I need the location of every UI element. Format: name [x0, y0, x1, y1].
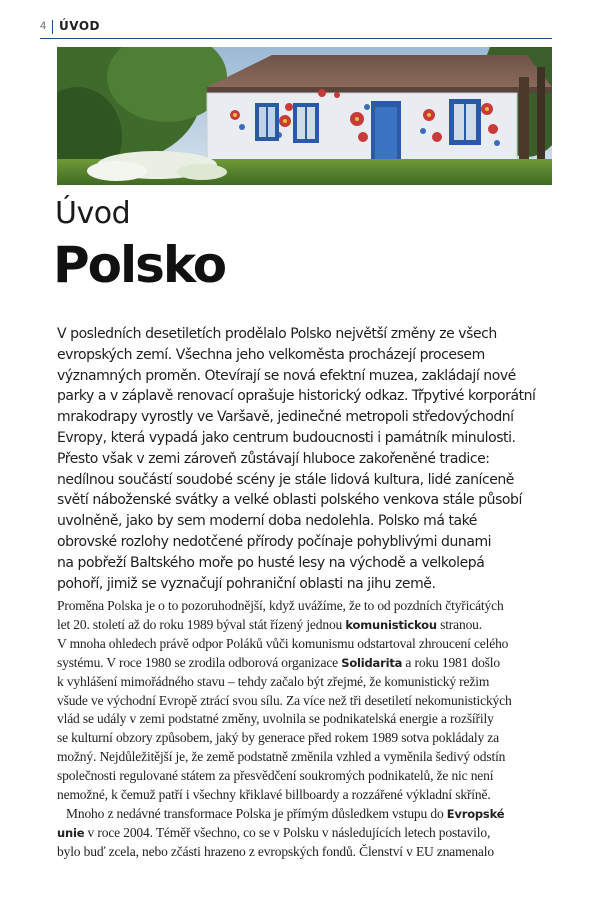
section-kicker: Úvod [55, 196, 131, 231]
body-line: bylo buď zcela, nebo zčásti hrazeno z evropských fondů. Členství v EU znamenalo [57, 843, 494, 859]
body-line: se kulturní obzory způsobem, jaký by generace před rokem 1989 sotva pokládaly za [57, 730, 499, 746]
lead-line: světí náboženské svátky a velké oblasti polského venkova stále působí [57, 492, 522, 509]
lead-line: V posledních desetiletích prodělalo Polsko největší změny ze všech [57, 326, 497, 342]
body-line [57, 654, 557, 673]
lead-line: uvolněně, jako by sem moderní doba nedolehla. Polsko má také [57, 513, 477, 530]
photo-illustration [57, 47, 552, 185]
body-text-run: stranou. [436, 616, 483, 632]
keyword-komunistickou: komunistickou [345, 617, 437, 632]
lead-line: Evropy, která vypadá jako centrum budoucnosti i památník minulosti. [57, 429, 516, 446]
body-text-run: Mnoho z nedávné transformace Polska je přímým důsledkem vstupu do [66, 805, 447, 821]
lead-line: pohoří, jimiž se vyznačují pohraniční oblasti na jihu země. [57, 575, 436, 592]
body-line: všude ve východní Evropě ztrácí svou sílu. Za více než tři desetiletí nekomunistických [57, 692, 512, 708]
lead-line: evropských zemí. Všechna jeho velkoměsta procházejí procesem [57, 346, 485, 363]
painted-cottage-photo [57, 47, 552, 185]
lead-line: obrovské rozlohy nedotčené přírody počínaje pohyblivými dunami [57, 533, 492, 550]
body-line: nemožné, k čemuž patří i všechny křiklavé billboardy a rozzářené výkladní skříně. [57, 787, 491, 803]
header-divider [52, 20, 53, 34]
body-line [57, 805, 557, 824]
body-text-run: systému. V roce 1980 se zrodila odborová organizace [57, 654, 342, 670]
body-text-run: let 20. století až do roku 1989 býval stát řízený jednou [57, 616, 346, 632]
running-header [40, 18, 552, 39]
keyword-evropske: Evropské [446, 806, 505, 821]
body-line [57, 824, 557, 843]
keyword-unie: unie [57, 825, 85, 840]
body-line: k vyhlášení mimořádného stavu – tehdy začalo být zřejmé, že komunistický režim [57, 673, 490, 689]
page-number: 4 [40, 20, 47, 32]
lead-line: nedílnou součástí soudobé scény je stále lidová kultura, lidé zaníceně [57, 471, 514, 488]
lead-paragraph [57, 324, 557, 594]
lead-line: významných proměn. Otevírají se nová efektní muzea, zakládají nové [57, 367, 516, 384]
body-line: společnosti regulované státem za přesvědčení soukromých podnikatelů, že nic není [57, 768, 494, 784]
body-line: V mnoha ohledech právě odpor Poláků vůči komunismu odstartoval zhroucení celého [57, 635, 509, 651]
body-text-run: a roku 1981 došlo [402, 654, 500, 670]
page-title: Polsko [53, 236, 226, 294]
body-text [57, 597, 557, 862]
lead-line: parky a v záplavě renovací oprašuje historický odkaz. Třpytivé korporátní [57, 388, 536, 405]
body-line: Proměna Polska je o to pozoruhodnější, když uvážíme, že to od pozdních čtyřicátých [57, 598, 504, 613]
keyword-solidarita: Solidarita [341, 655, 403, 670]
body-line: možný. Nejdůležitější je, že země podstatně změnila vzhled a vyměnila šedivý odstín [57, 749, 506, 765]
lead-line: na pobřeží Baltského moře po husté lesy na východě a velkolepá [57, 554, 485, 571]
lead-line: mrakodrapy vyrostly ve Varšavě, jedinečné metropoli středovýchodní [57, 409, 514, 426]
lead-line: Přesto však v zemi zároveň zůstávají hluboce zakořeněné tradice: [57, 450, 490, 467]
chapter-label: ÚVOD [59, 19, 100, 33]
body-line [57, 616, 557, 635]
body-text-run: v roce 2004. Téměř všechno, co se v Polsku v následujících letech postavilo, [84, 824, 491, 840]
body-line: vlád se udály v zemi podstatné změny, uvolnila se podnikatelská energie a rozšířily [57, 711, 494, 727]
